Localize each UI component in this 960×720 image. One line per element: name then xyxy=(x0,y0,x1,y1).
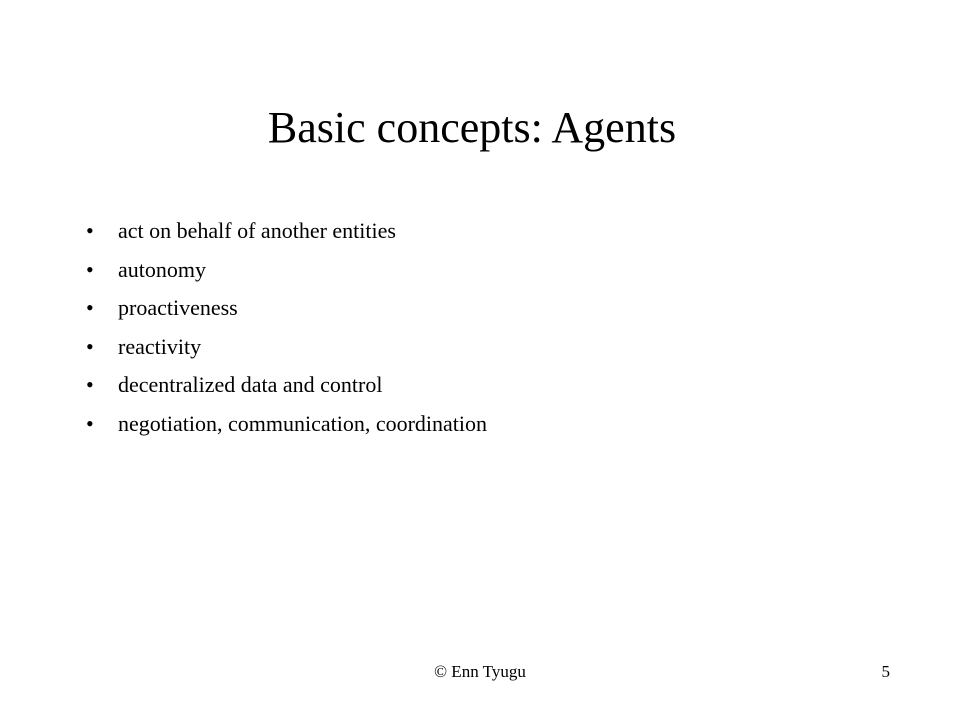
bullet-text: negotiation, communication, coordination xyxy=(118,410,488,436)
bullet-text: autonomy xyxy=(118,256,206,282)
bullet-text: proactiveness xyxy=(118,295,238,320)
bullet-icon: • xyxy=(86,256,94,282)
bullet-icon: • xyxy=(86,372,94,397)
bullet-text: act on behalf of another entities xyxy=(118,218,396,243)
bullet-icon: • xyxy=(86,333,94,359)
footer-author: © Enn Tyugu xyxy=(434,662,526,681)
bullet-icon: • xyxy=(86,295,94,320)
bullet-icon: • xyxy=(86,218,94,243)
bullet-icon: • xyxy=(86,410,94,436)
bullet-text: decentralized data and control xyxy=(118,372,383,397)
bullet-text: reactivity xyxy=(118,333,202,359)
slide-title: Basic concepts: Agents xyxy=(267,103,677,152)
page-number: 5 xyxy=(881,662,890,681)
